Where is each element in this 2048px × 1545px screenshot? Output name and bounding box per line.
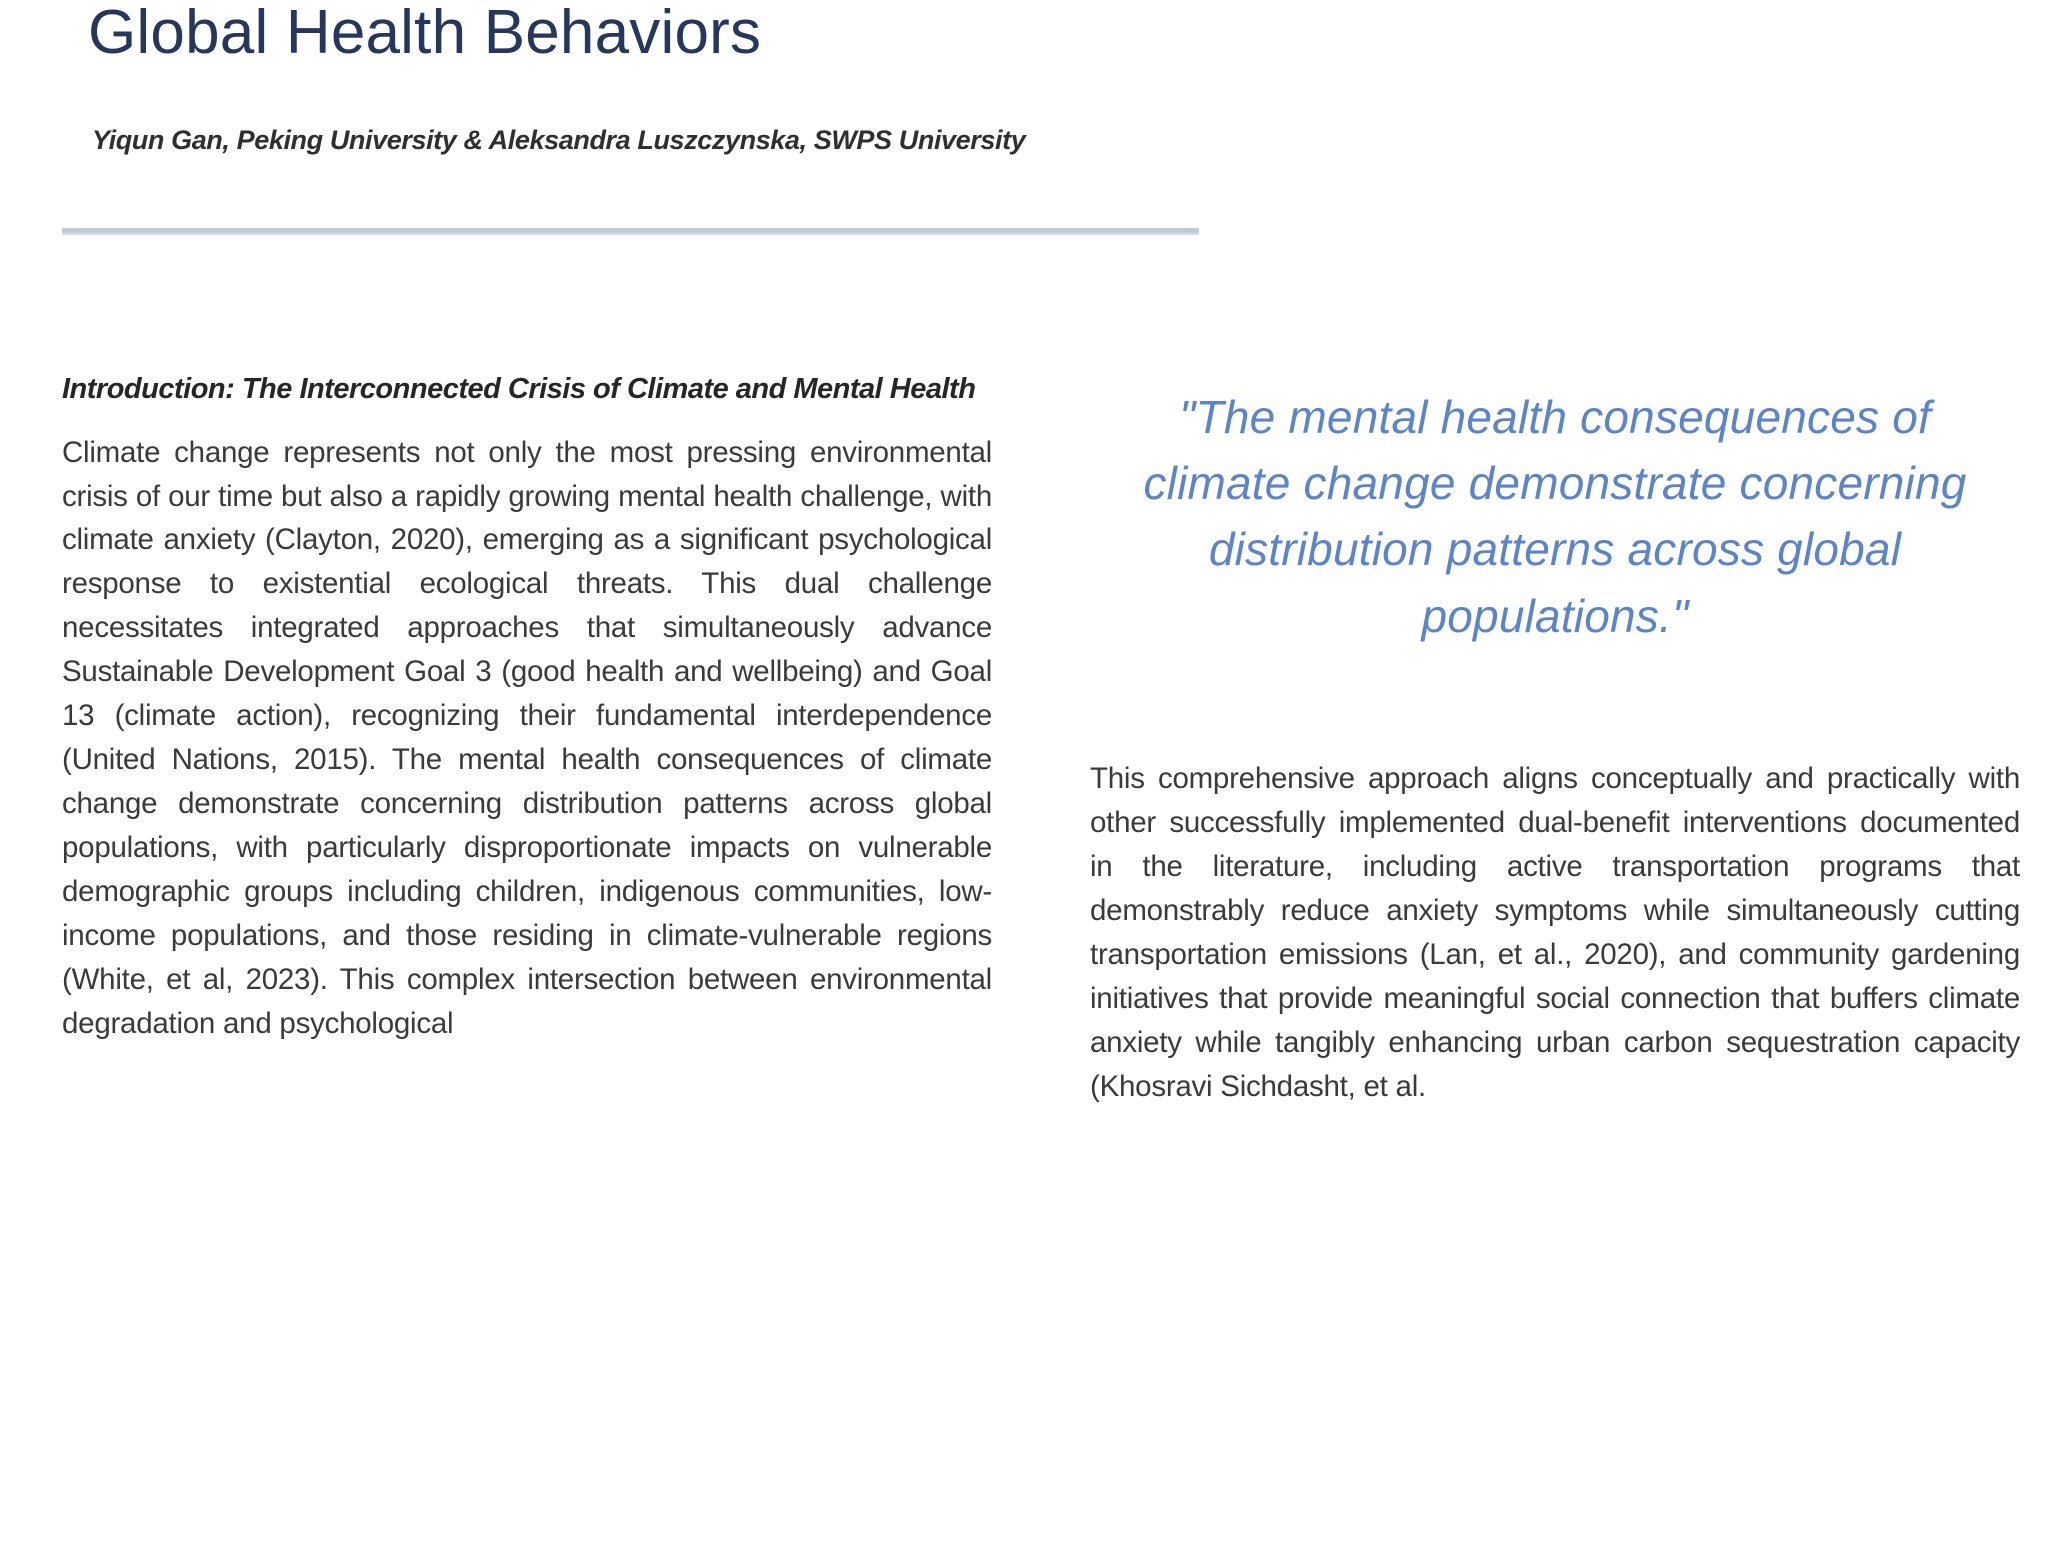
right-column-paragraph: This comprehensive approach aligns conceptually and practically with other successfully implemented dual-benefit interventions documented in the literature, including active transportation programs that demonstrably reduce anxiety symptoms while simultaneously cutting transportation emissions (Lan, et al., 2020), and community gardening initiatives that provide meaningful social connection that buffers climate anxiety while tangibly enhancing urban carbon sequestration capacity (Khosravi Sichdasht, et al. bbox=[1090, 761, 2020, 1103]
page-title: Global Health Behaviors bbox=[88, 0, 762, 67]
section-heading-introduction: Introduction: The Interconnected Crisis of Climate and Mental Health bbox=[62, 373, 976, 405]
left-column bbox=[62, 370, 992, 1046]
header-divider bbox=[62, 228, 1199, 235]
right-column bbox=[1090, 370, 2020, 1109]
author-byline: Yiqun Gan, Peking University & Aleksandra Luszczynska, SWPS University bbox=[92, 125, 1026, 155]
right-column-body bbox=[1090, 757, 2020, 1109]
left-column-paragraph: Climate change represents not only the most pressing environmental crisis of our time but also a rapidly growing mental health challenge, with climate anxiety (Clayton, 2020), emerging as a significant psychological response to existential ecological threats. This dual challenge necessitates integrated approaches that simultaneously advance Sustainable Development Goal 3 (good health and wellbeing) and Goal 13 (climate action), recognizing their fundamental interdependence (United Nations, 2015). The mental health consequences of climate change demonstrate concerning distribution patterns across global populations, with particularly disproportionate impacts on vulnerable demographic groups including children, indigenous communities, low-income populations, and those residing in climate-vulnerable regions (White, et al, 2023). This complex intersection between environmental degradation and psychological bbox=[62, 435, 992, 1040]
two-column-body bbox=[0, 370, 2048, 1545]
pull-quote: "The mental health consequences of climate change demonstrate concerning distribution patterns across global populations." bbox=[1143, 391, 1967, 642]
